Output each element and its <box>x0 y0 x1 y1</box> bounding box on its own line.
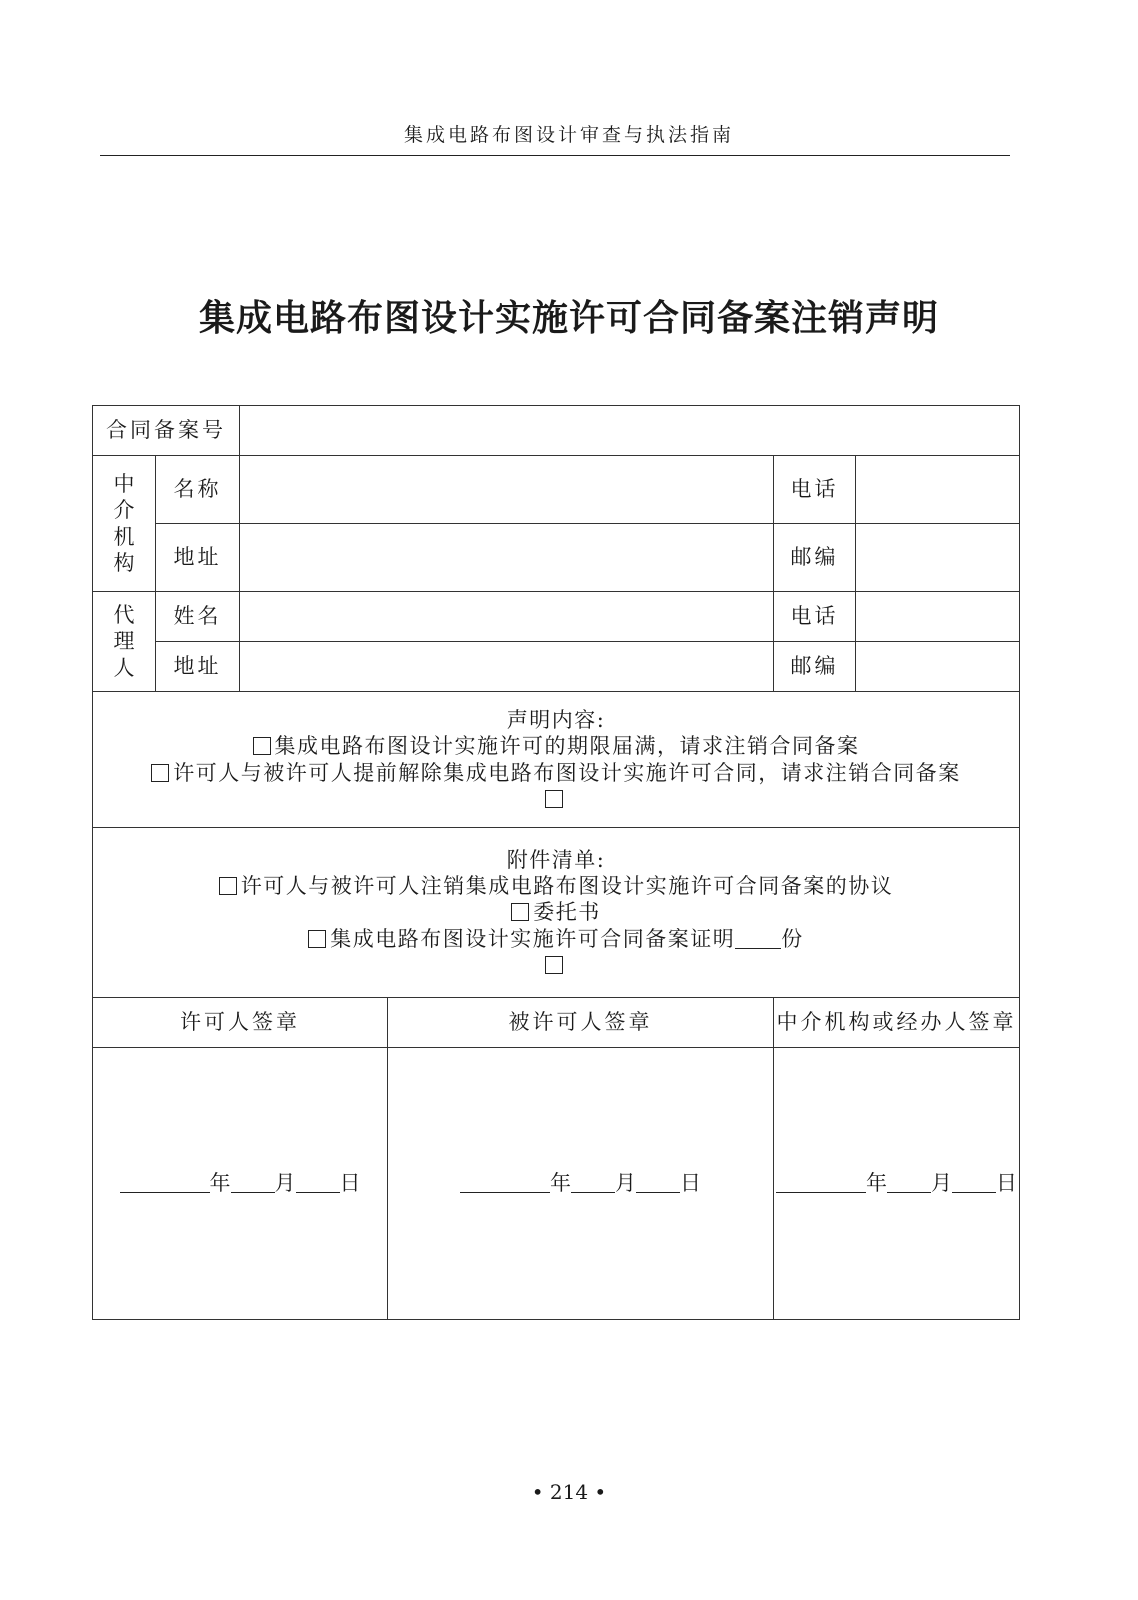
signature-header-row <box>93 998 1020 1048</box>
attachment-option: 许可人与被许可人注销集成电路布图设计实施许可合同备案的协议 <box>93 873 1019 899</box>
attachment-option: 委托书 <box>93 899 1019 925</box>
agency-name-label: 名称 <box>156 456 240 524</box>
page-number: • 214 • <box>531 1480 607 1504</box>
header-rule <box>100 155 1010 156</box>
declaration-row <box>93 692 1020 828</box>
record-number-field[interactable] <box>240 406 1020 456</box>
agent-address-label: 地址 <box>156 642 240 692</box>
declaration-option: 许可人与被许可人提前解除集成电路布图设计实施许可合同，请求注销合同备案 <box>93 760 1019 786</box>
attachment-checkbox[interactable] <box>308 930 326 948</box>
agency-phone-label: 电话 <box>774 456 856 524</box>
agency-signature-header: 中介机构或经办人签章 <box>774 998 1020 1048</box>
declaration-checkbox[interactable] <box>151 764 169 782</box>
document-title: 集成电路布图设计实施许可合同备案注销声明 <box>198 297 939 339</box>
attachment-option-certificate: 集成电路布图设计实施许可合同备案证明 份 <box>93 926 1019 952</box>
attachment-option-other <box>93 952 1019 978</box>
licensor-date-line: 年 月 日 <box>93 1170 387 1196</box>
cancellation-form <box>92 405 1020 1320</box>
agent-label: 代 理 人 <box>93 592 156 692</box>
attachments-row <box>93 828 1020 998</box>
declaration-option-other <box>93 786 1019 812</box>
agency-address-label: 地址 <box>156 524 240 592</box>
agent-postcode-field[interactable] <box>856 642 1020 692</box>
agent-postcode-label: 邮编 <box>774 642 856 692</box>
attachment-checkbox[interactable] <box>545 956 563 974</box>
agency-postcode-label: 邮编 <box>774 524 856 592</box>
declaration-checkbox[interactable] <box>545 790 563 808</box>
licensee-date-line: 年 月 日 <box>388 1170 773 1196</box>
licensor-signature-area[interactable] <box>93 1048 388 1320</box>
declaration-heading: 声明内容: <box>506 708 606 732</box>
attachments-section <box>93 828 1020 998</box>
declaration-section <box>93 692 1020 828</box>
agency-phone-field[interactable] <box>856 456 1020 524</box>
agency-address-field[interactable] <box>240 524 774 592</box>
declaration-option: 集成电路布图设计实施许可的期限届满，请求注销合同备案 <box>93 733 1019 759</box>
declaration-checkbox[interactable] <box>253 737 271 755</box>
agent-name-label: 姓名 <box>156 592 240 642</box>
agent-name-field[interactable] <box>240 592 774 642</box>
attachments-heading: 附件清单: <box>506 847 606 872</box>
agency-name-field[interactable] <box>240 456 774 524</box>
licensor-signature-header: 许可人签章 <box>93 998 388 1048</box>
licensee-signature-header: 被许可人签章 <box>388 998 774 1048</box>
running-header: 集成电路布图设计审查与执法指南 <box>403 124 734 146</box>
agency-address-row <box>93 524 1020 592</box>
agency-name-row <box>93 456 1020 524</box>
agency-label: 中 介 机 构 <box>93 456 156 592</box>
agent-address-row <box>93 642 1020 692</box>
agent-phone-label: 电话 <box>774 592 856 642</box>
agency-date-line: 年 月 日 <box>774 1170 1019 1196</box>
record-number-label: 合同备案号 <box>93 406 240 456</box>
attachment-checkbox[interactable] <box>219 877 237 895</box>
copies-blank[interactable] <box>735 928 781 949</box>
agent-name-row <box>93 592 1020 642</box>
agent-address-field[interactable] <box>240 642 774 692</box>
licensee-signature-area[interactable] <box>388 1048 774 1320</box>
signature-area-row <box>93 1048 1020 1320</box>
agent-phone-field[interactable] <box>856 592 1020 642</box>
attachment-checkbox[interactable] <box>511 903 529 921</box>
record-number-row <box>93 406 1020 456</box>
agency-postcode-field[interactable] <box>856 524 1020 592</box>
agency-signature-area[interactable] <box>774 1048 1020 1320</box>
